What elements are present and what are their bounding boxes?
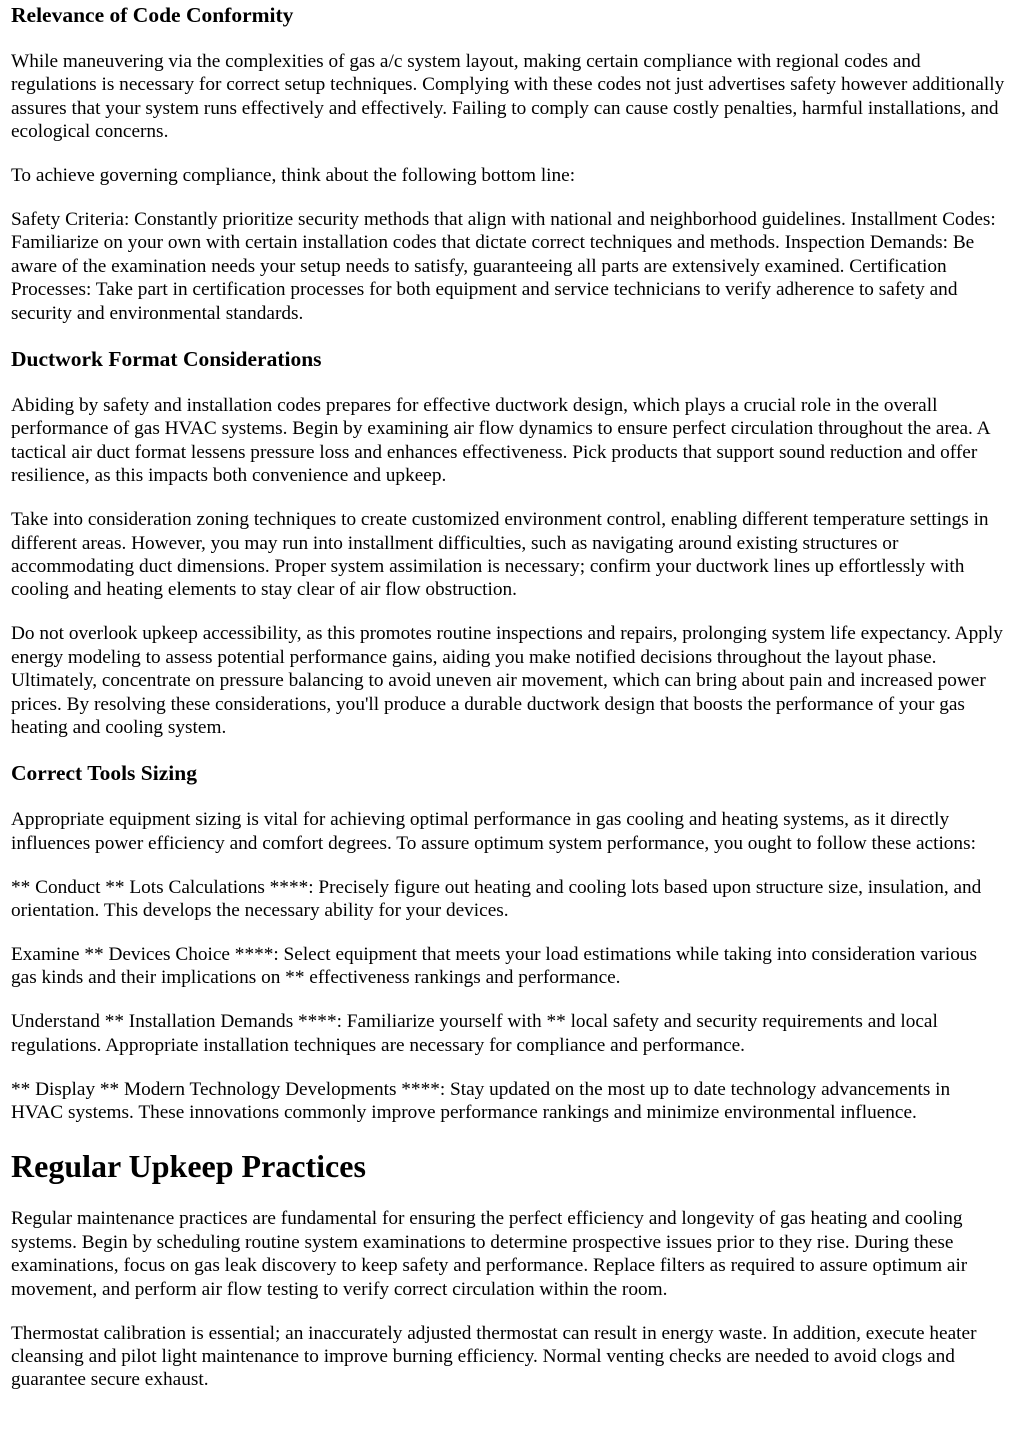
section-heading-code-conformity: Relevance of Code Conformity [11,3,294,27]
paragraph: Regular maintenance practices are fundamental for ensuring the perfect efficiency and longevity of gas heating and cooling systems. Begin by scheduling routine system examinations to determine prospective issues prior to they rise. During these examinations, focus on gas leak discovery to keep safety and performance. Replace filters as required to assure optimum air movement, and perform air flow testing to verify correct circulation within the room. [11,1208,968,1300]
paragraph: Understand ** Installation Demands ****: Familiarize yourself with ** local safety and security requirements and local regulations. Appropriate installation techniques are necessary for compliance and performance. [11,1011,938,1056]
paragraph: While maneuvering via the complexities of gas a/c system layout, making certain compliance with regional codes and regulations is necessary for correct setup techniques. Complying with these codes not just advertises safety however additionally assures that your system runs effectively and effectively. Failing to comply can cause costly penalties, harmful installations, and ecological concerns. [11,51,1005,143]
paragraph: Take into consideration zoning techniques to create customized environment control, enabling different temperature settings in different areas. However, you may run into installment difficulties, such as navigating around existing structures or accommodating duct dimensions. Proper system assimilation is necessary; confirm your ductwork lines up effortlessly with cooling and heating elements to stay clear of air flow obstruction. [11,509,989,601]
paragraph: Do not overlook upkeep accessibility, as this promotes routine inspections and repairs, prolonging system life expectancy. Apply energy modeling to assess potential performance gains, aiding you make notified decisions throughout the layout phase. Ultimately, concentrate on pressure balancing to avoid uneven air movement, which can bring about pain and increased power prices. By resolving these considerations, you'll produce a durable ductwork design that boosts the performance of your gas heating and cooling system. [11,623,1003,738]
paragraph: Thermostat calibration is essential; an inaccurately adjusted thermostat can result in energy waste. In addition, execute heater cleansing and pilot light maintenance to improve burning efficiency. Normal venting checks are needed to avoid clogs and guarantee secure exhaust. [11,1322,977,1391]
paragraph: Examine ** Devices Choice ****: Select equipment that meets your load estimations while taking into consideration various gas kinds and their implications on ** effectiveness rankings and performance. [11,943,977,989]
section-heading-ductwork: Ductwork Format Considerations [11,347,322,372]
section-heading-sizing: Correct Tools Sizing [11,761,197,786]
article-content [11,0,1007,1392]
paragraph: ** Display ** Modern Technology Developments ****: Stay updated on the most up to date technology advancements in HVAC systems. These innovations commonly improve performance rankings and minimize environmental influence. [11,1078,951,1123]
paragraph: Appropriate equipment sizing is vital for achieving optimal performance in gas cooling and heating systems, as it directly influences power efficiency and comfort degrees. To assure optimum system performance, you ought to follow these actions: [11,809,976,854]
paragraph: Safety Criteria: Constantly prioritize security methods that align with national and neighborhood guidelines. Installment Codes: Familiarize on your own with certain installation codes that dictate correct techniques and methods. Inspection Demands: Be aware of the examination needs your setup needs to satisfy, guaranteeing all parts are extensively examined. Certification Processes: Take part in certification processes for both equipment and service technicians to verify adherence to safety and security and environmental standards. [11,209,996,324]
paragraph: Abiding by safety and installation codes prepares for effective ductwork design, which plays a crucial role in the overall performance of gas HVAC systems. Begin by examining air flow dynamics to ensure perfect circulation throughout the area. A tactical air duct format lessens pressure loss and enhances effectiveness. Pick products that support sound reduction and offer resilience, as this impacts both convenience and upkeep. [11,395,990,487]
section-heading-upkeep: Regular Upkeep Practices [11,1148,366,1185]
paragraph: ** Conduct ** Lots Calculations ****: Precisely figure out heating and cooling lots based upon structure size, insulation, and orientation. This develops the necessary ability for your devices. [11,876,982,922]
paragraph: To achieve governing compliance, think about the following bottom line: [11,165,576,187]
